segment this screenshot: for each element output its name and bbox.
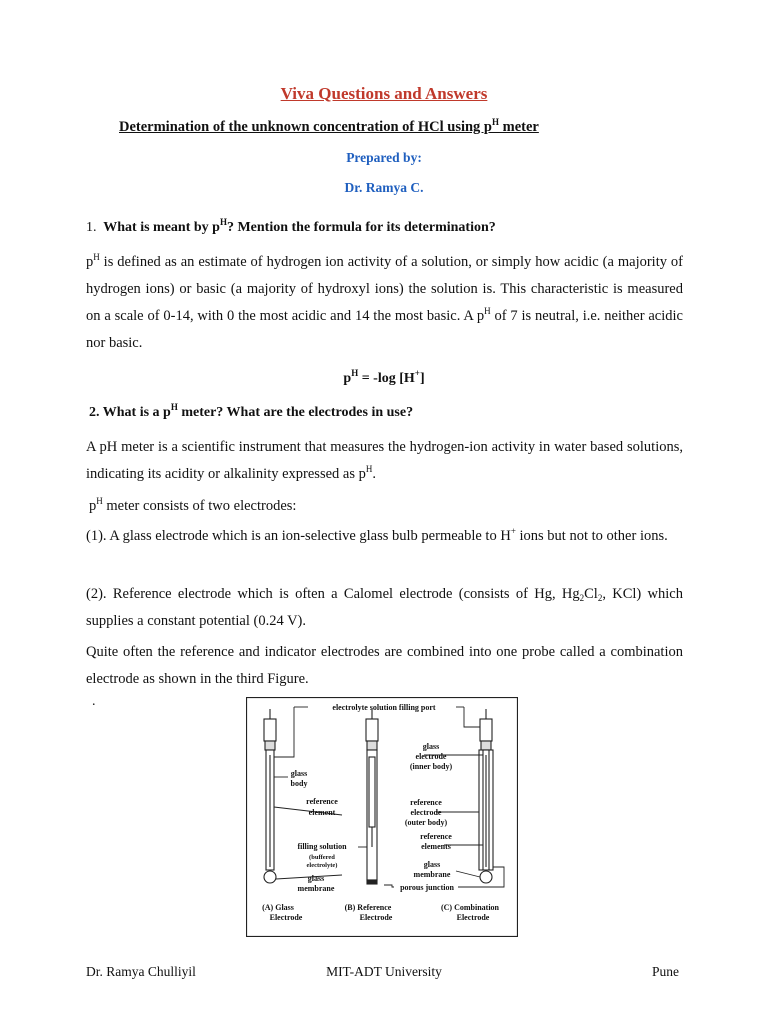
figure-label-filling-port: electrolyte solution filling port [332, 703, 436, 712]
electrode-a-cap [264, 719, 276, 741]
figure-label-glass-membrane-left-2: membrane [297, 884, 335, 893]
figure-label-glass-electrode-3: (inner body) [409, 762, 453, 771]
electrode-c-bulb [480, 871, 492, 883]
answer-2-para-3-sup: + [510, 526, 516, 536]
figure-label-reference-elements-2: elements [421, 842, 451, 851]
prepared-by-label: Prepared by: [346, 150, 422, 165]
answer-2-paragraph-3 [86, 523, 683, 550]
answer-1-sup-1: H [93, 252, 100, 262]
document-title: Viva Questions and Answers [280, 84, 488, 103]
figure-label-reference-elements-1: reference [420, 832, 452, 841]
answer-2-para-1-sup: H [365, 464, 373, 474]
formula-sup-h: H [351, 368, 359, 378]
electrode-figure [246, 697, 518, 937]
question-1-suffix: ? Mention the formula for its determination? [226, 220, 496, 235]
glass-electrode-drawing [264, 709, 276, 883]
figure-caption-a-1: (A) Glass [262, 903, 294, 912]
question-2-superscript: H [170, 402, 178, 412]
figure-label-glass-membrane-left-1: glass [307, 874, 325, 883]
figure-label-glass-body-2: body [290, 779, 308, 788]
author-name: Dr. Ramya C. [344, 180, 424, 195]
figure-label-reference-element-2: element [308, 808, 336, 817]
answer-1-text-2: of 7 is neutral, i.e. neither acidic nor basic. [86, 308, 683, 351]
figure-label-glass-membrane-right-1: glass [423, 860, 441, 869]
formula-p: p [343, 371, 352, 386]
subtitle-superscript: H [492, 117, 500, 127]
question-2-suffix: meter? What are the electrodes in use? [177, 405, 414, 420]
electrode-b-inner [369, 757, 375, 827]
question-1-text: What is meant by p [103, 220, 220, 235]
answer-2-para-4-sub-1: 2 [579, 593, 585, 603]
answer-2-para-1-text: A pH meter is a scientific instrument that measures the hydrogen-ion activity in water based solutions, indicating its acidity or alkalinity expressed as p [86, 439, 683, 482]
figure-label-reference-electrode-1: reference [410, 798, 442, 807]
figure-label-reference-electrode-3: (outer body) [404, 818, 448, 827]
figure-label-glass-body-1: glass [290, 769, 308, 778]
electrode-c-connector [481, 741, 491, 750]
footer-author: Dr. Ramya Chulliyil [86, 964, 196, 979]
figure-label-glass-membrane-right-2: membrane [413, 870, 451, 879]
ph-formula [0, 368, 768, 387]
figure-label-porous-junction: porous junction [400, 883, 454, 892]
figure-border [247, 698, 518, 937]
answer-2-paragraph-1 [86, 434, 683, 488]
figure-label-filling-solution: filling solution [297, 842, 347, 851]
answer-2-paragraph-5: Quite often the reference and indicator electrodes are combined into one probe called a combination electrode as shown in the third Figure. [86, 644, 683, 687]
figure-caption-c-2: Electrode [456, 913, 490, 922]
answer-2-para-4-b: Cl [584, 586, 598, 602]
question-1-number: 1. [86, 220, 97, 235]
answer-2-para-4-a: (2). Reference electrode which is often a Calomel electrode (consists of Hg, Hg [86, 586, 580, 602]
footer-institution: MIT-ADT University [326, 964, 442, 979]
answer-1-sup-2: H [484, 306, 491, 316]
answer-2-para-4-c: , KCl) which supplies a constant potential (0.24 V). [86, 586, 683, 629]
electrode-a-connector [265, 741, 275, 750]
question-2 [89, 402, 414, 421]
figure-label-reference-element-1: reference [306, 797, 338, 806]
figure-label-buffered-1: (buffered [309, 854, 335, 861]
electrode-c-cap [480, 719, 492, 741]
figure-label-reference-electrode-2: electrode [410, 808, 442, 817]
answer-2-para-4-sub-2: 2 [597, 593, 603, 603]
figure-label-buffered-2: electrolyte) [306, 862, 338, 869]
question-1-superscript: H [219, 217, 227, 227]
figure-caption-b-1: (B) Reference [344, 903, 392, 912]
formula-end: ] [419, 371, 425, 386]
electrode-b-connector [367, 741, 377, 750]
stray-dot: . [92, 694, 96, 709]
figure-label-glass-electrode-2: electrode [415, 752, 447, 761]
figure-caption-b-2: Electrode [359, 913, 393, 922]
answer-2-para-2-text: meter consists of two electrodes: [102, 498, 297, 514]
answer-1-text-1: is defined as an estimate of hydrogen ion activity of a solution, or simply how acidic (a majority of hydrogen ions) or basic (a majority of hydroxyl ions) the solution is. This characteristic is measured on a scale of 0-14, with 0 the most acidic and 14 the most basic. A p [86, 254, 683, 324]
figure-label-glass-electrode-1: glass [422, 742, 440, 751]
footer-location: Pune [652, 964, 679, 979]
answer-1-paragraph [86, 249, 683, 357]
reference-electrode-drawing [366, 709, 378, 884]
answer-1-p: p [86, 254, 94, 270]
answer-2-paragraph-2 [89, 493, 686, 520]
answer-2-paragraph-4 [86, 581, 683, 635]
subtitle-text: Determination of the unknown concentration of HCl using p [119, 119, 492, 135]
electrode-b-junction [367, 880, 377, 884]
formula-sup-plus: + [414, 368, 420, 378]
answer-2-para-1-end: . [372, 466, 376, 482]
document-subtitle [119, 119, 539, 136]
subtitle-suffix: meter [499, 119, 539, 135]
figure-caption-a-2: Electrode [269, 913, 303, 922]
answer-2-para-2-sup: H [96, 496, 103, 506]
answer-2-para-3-end: ions but not to other ions. [515, 528, 668, 544]
question-2-text: 2. What is a p [89, 405, 171, 420]
question-1 [86, 217, 496, 236]
formula-mid: = -log [H [358, 371, 415, 386]
electrode-diagram [246, 697, 518, 937]
electrode-b-cap [366, 719, 378, 741]
figure-caption-c-1: (C) Combination [440, 903, 500, 912]
combination-electrode-drawing [479, 709, 493, 883]
answer-2-para-2-p: p [89, 498, 97, 514]
electrode-a-bulb [264, 871, 276, 883]
answer-2-para-3-text: (1). A glass electrode which is an ion-selective glass bulb permeable to H [86, 528, 511, 544]
